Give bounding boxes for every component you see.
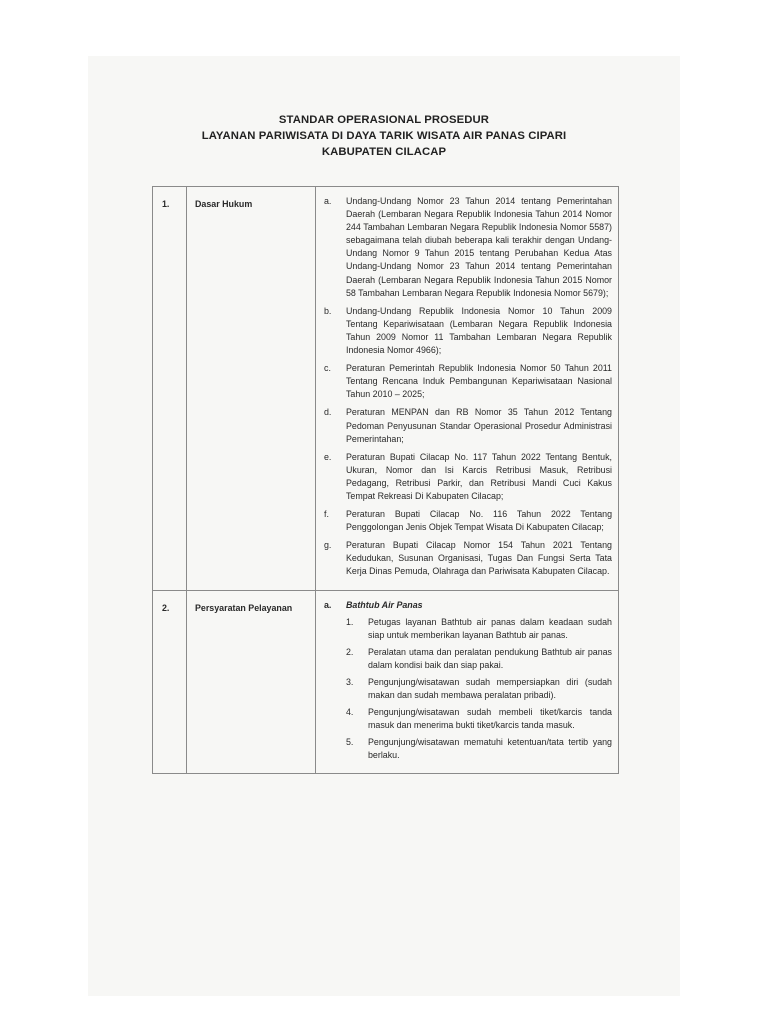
row-heading: Persyaratan Pelayanan	[187, 590, 316, 773]
list-item: f. Peraturan Bupati Cilacap No. 116 Tahun 2022 Tentang Penggolongan Jenis Objek Tempat Wisata Di Kabupaten Cilacap;	[324, 509, 612, 533]
list-item: 4. Pengunjung/wisatawan sudah membeli tiket/karcis tanda masuk dan menerima bukti tiket/karcis tanda masuk.	[346, 707, 612, 731]
table-row	[153, 590, 619, 773]
title-line-2: LAYANAN PARIWISATA DI DAYA TARIK WISATA AIR PANAS CIPARI	[201, 130, 567, 142]
list-item: 5. Pengunjung/wisatawan mematuhi ketentuan/tata tertib yang berlaku.	[346, 737, 612, 761]
section-heading: a. Bathtub Air Panas	[324, 599, 612, 612]
list-item: a. Undang-Undang Nomor 23 Tahun 2014 tentang Pemerintahan Daerah (Lembaran Negara Republik Indonesia Tahun 2014 Nomor 244 Tambahan Lembaran Negara Republik Indonesia Nomor 5587) sebagaimana telah diubah beberapa kali terakhir dengan Undang-Undang Nomor 9 Tahun 2015 tentang Perubahan Kedua Atas Undang-Undang Nomor 23 Tahun 2014 tentang Pemerintahan Daerah (Lembaran Negara Republik Indonesia Tahun 2015 Nomor 58 Tambahan Lembaran Negara Republik Indonesia Nomor 5679);	[324, 196, 612, 298]
document-title	[150, 112, 618, 160]
list-item: g. Peraturan Bupati Cilacap Nomor 154 Tahun 2021 Tentang Kedudukan, Susunan Organisasi, Tugas Dan Fungsi Serta Tata Kerja Dinas Pemuda, Olahraga dan Pariwisata Kabupaten Cilacap.	[324, 540, 612, 577]
list-item: 2. Peralatan utama dan peralatan pendukung Bathtub air panas dalam kondisi baik dan siap pakai.	[346, 646, 612, 670]
title-line-3: KABUPATEN CILACAP	[321, 146, 447, 158]
table-row	[153, 187, 619, 591]
list-item: c. Peraturan Pemerintah Republik Indonesia Nomor 50 Tahun 2011 Tentang Rencana Induk Pembangunan Kepariwisataan Nasional Tahun 2010 – 2025;	[324, 363, 612, 400]
list-item: d. Peraturan MENPAN dan RB Nomor 35 Tahun 2012 Tentang Pedoman Penyusunan Standar Operasional Prosedur Administrasi Pemerintahan;	[324, 407, 612, 444]
sop-table	[152, 186, 619, 774]
row-heading: Dasar Hukum	[187, 187, 316, 591]
row-number: 2.	[153, 590, 187, 773]
title-line-1: STANDAR OPERASIONAL PROSEDUR	[278, 114, 490, 126]
row-number: 1.	[153, 187, 187, 591]
list-item: e. Peraturan Bupati Cilacap No. 117 Tahun 2022 Tentang Bentuk, Ukuran, Nomor dan Isi Karcis Retribusi Masuk, Retribusi Pedagang, Retribusi Parkir, dan Retribusi Mandi Cuci Kakus Tempat Rekreasi Di Kabupaten Cilacap;	[324, 451, 612, 501]
row-content	[316, 590, 619, 773]
list-item: 3. Pengunjung/wisatawan sudah mempersiapkan diri (sudah makan dan sudah membawa peralatan pribadi).	[346, 677, 612, 701]
list-item: b. Undang-Undang Republik Indonesia Nomor 10 Tahun 2009 Tentang Kepariwisataan (Lembaran Negara Republik Indonesia Tahun 2009 Nomor 11 Tambahan Lembaran Negara Republik Indonesia Nomor 4966);	[324, 305, 612, 356]
row-content	[316, 187, 619, 591]
list-item: 1. Petugas layanan Bathtub air panas dalam keadaan sudah siap untuk memberikan layanan Bathtub air panas.	[346, 616, 612, 640]
section-title: Bathtub Air Panas	[346, 599, 423, 610]
